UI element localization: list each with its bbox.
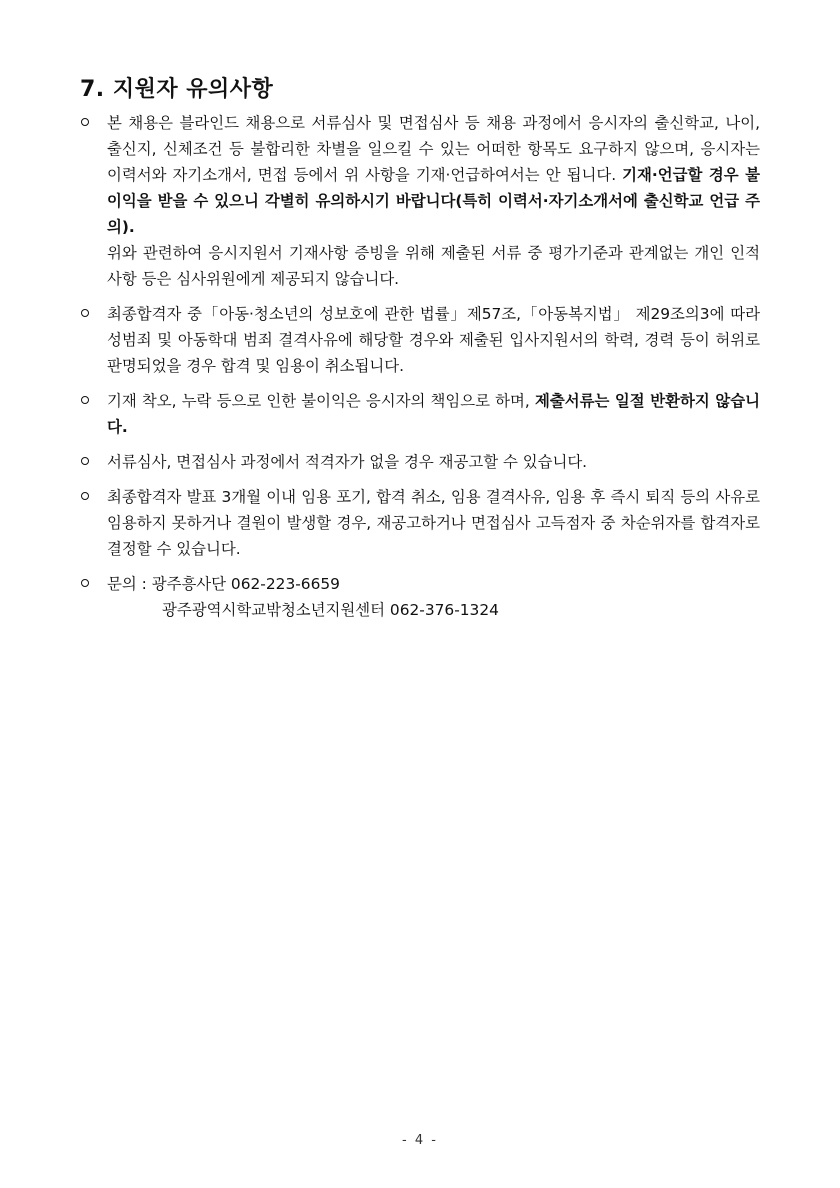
notice-list [80, 110, 760, 632]
contact-line-1: 문의 : 광주흥사단 062-223-6659 [107, 575, 340, 593]
circle-bullet-icon [81, 118, 89, 126]
notice-text: 기재 착오, 누락 등으로 인한 불이익은 응시자의 책임으로 하며, [107, 392, 535, 410]
notice-item-reannouncement [80, 449, 760, 475]
page-number: - 4 - [402, 1133, 438, 1148]
circle-bullet-icon [81, 579, 89, 587]
notice-bold-warning: 제출서류는 일절 반환하지 않습니다. [107, 392, 761, 436]
circle-bullet-icon [81, 457, 89, 465]
notice-item-document-return [80, 388, 760, 440]
section-heading: 7. 지원자 유의사항 [80, 77, 274, 102]
notice-paragraph [107, 110, 760, 240]
notice-paragraph [107, 388, 760, 440]
notice-bold-warning: 기재·언급할 경우 불이익을 받을 수 있으니 각별히 유의하시기 바랍니다(특히 이력서·자기소개서에 출신학교 언급 주의). [107, 166, 760, 236]
circle-bullet-icon [81, 396, 89, 404]
circle-bullet-icon [81, 309, 89, 317]
circle-bullet-icon [81, 492, 89, 500]
notice-text: 서류심사, 면접심사 과정에서 적격자가 없을 경우 재공고할 수 있습니다. [107, 453, 588, 471]
notice-paragraph-related: 위와 관련하여 응시지원서 기재사항 증빙을 위해 제출된 서류 중 평가기준과 관계없는 개인 인적사항 등은 심사위원에게 제공되지 않습니다. [107, 244, 760, 288]
notice-text: 본 채용은 블라인드 채용으로 서류심사 및 면접심사 등 채용 과정에서 응시자의 출신학교, 나이, 출신지, 신체조건 등 불합리한 차별을 일으킬 수 있는 어떠한 항목도 요구하지 않으며, 응시자는 이력서와 자기소개서, 면접 등에서 위 사항을 기재·언급하여서는 안 됩니다. [107, 114, 760, 184]
contact-line-2: 광주광역시학교밖청소년지원센터 062-376-1324 [162, 601, 499, 619]
notice-item-blind-hiring [80, 110, 760, 292]
notice-item-next-rank [80, 484, 760, 562]
notice-item-disqualification [80, 301, 760, 379]
notice-text: 최종합격자 발표 3개월 이내 임용 포기, 합격 취소, 임용 결격사유, 임용 후 즉시 퇴직 등의 사유로 임용하지 못하거나 결원이 발생할 경우, 재공고하거나 면접심사 고득점자 중 차순위자를 합격자로 결정할 수 있습니다. [107, 488, 760, 558]
notice-text: 최종합격자 중「아동·청소년의 성보호에 관한 법률」제57조,「아동복지법」 제29조의3에 따라 성범죄 및 아동학대 범죄 결격사유에 해당할 경우와 제출된 입사지원서의 학력, 경력 등이 허위로 판명되었을 경우 합격 및 임용이 취소됩니다. [107, 305, 760, 375]
notice-item-contact [80, 571, 760, 623]
